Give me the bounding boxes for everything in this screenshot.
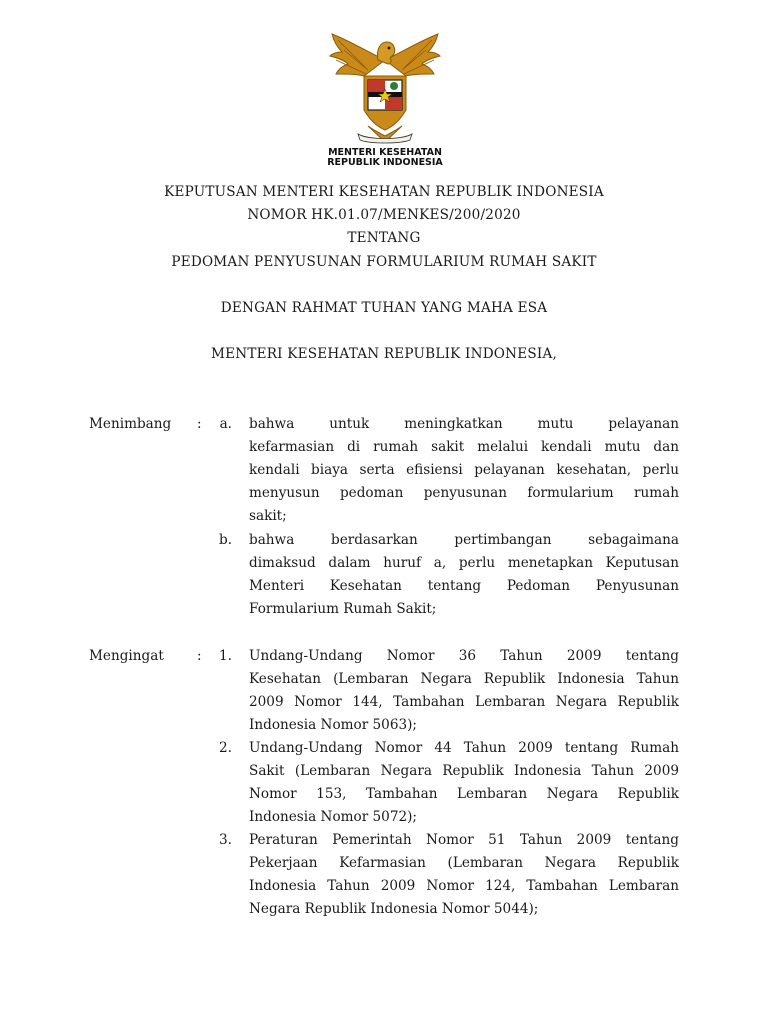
section-colon: :	[197, 416, 202, 432]
item-line: bahwa untuk meningkatkan mutu pelayanan	[249, 416, 679, 432]
section-label-menimbang: Menimbang	[89, 416, 172, 432]
item-marker: b.	[218, 532, 232, 548]
item-line: kendali biaya serta efisiensi pelayanan kesehatan, perlu	[249, 462, 679, 478]
item-line: menyusun pedoman penyusunan formularium rumah	[249, 485, 679, 501]
item-line: Indonesia Nomor 5072);	[249, 809, 418, 825]
item-line: Formularium Rumah Sakit;	[249, 601, 437, 617]
item-line: Indonesia Nomor 5063);	[249, 717, 418, 733]
item-line: bahwa berdasarkan pertimbangan sebagaimana	[249, 532, 679, 548]
item-line: Sakit (Lembaran Negara Republik Indonesia Tahun 2009	[249, 763, 679, 779]
decree-tentang: TENTANG	[347, 230, 421, 246]
item-marker: a.	[219, 416, 232, 432]
section-colon: :	[197, 648, 202, 664]
item-line: sakit;	[249, 508, 287, 524]
blessing-line: DENGAN RAHMAT TUHAN YANG MAHA ESA	[220, 300, 548, 316]
item-line: Nomor 153, Tambahan Lembaran Negara Republik	[249, 786, 679, 802]
item-line: Peraturan Pemerintah Nomor 51 Tahun 2009 tentang	[249, 832, 679, 848]
decree-subject: PEDOMAN PENYUSUNAN FORMULARIUM RUMAH SAKIT	[171, 254, 597, 270]
item-line: dimaksud dalam huruf a, perlu menetapkan Keputusan	[249, 555, 679, 571]
garuda-emblem-icon	[318, 30, 452, 148]
item-line: Menteri Kesehatan tentang Pedoman Penyusunan	[249, 578, 679, 594]
decree-title: KEPUTUSAN MENTERI KESEHATAN REPUBLIK INDONESIA	[164, 184, 604, 200]
item-marker: 3.	[219, 832, 232, 848]
emblem-caption-line: MENTERI KESEHATAN	[328, 147, 442, 158]
item-line: Negara Republik Indonesia Nomor 5044);	[249, 901, 539, 917]
emblem-caption	[290, 148, 480, 168]
item-line: Undang-Undang Nomor 44 Tahun 2009 tentang Rumah	[249, 740, 679, 756]
emblem-caption-line: REPUBLIK INDONESIA	[327, 157, 443, 168]
item-line: Indonesia Tahun 2009 Nomor 124, Tambahan Lembaran	[249, 878, 679, 894]
item-line: Kesehatan (Lembaran Negara Republik Indonesia Tahun	[249, 671, 679, 687]
decree-number: NOMOR HK.01.07/MENKES/200/2020	[247, 207, 521, 223]
section-label-mengingat: Mengingat	[89, 648, 164, 664]
item-line: 2009 Nomor 144, Tambahan Lembaran Negara Republik	[249, 694, 679, 710]
item-marker: 1.	[219, 648, 232, 664]
item-line: Undang-Undang Nomor 36 Tahun 2009 tentang	[249, 648, 679, 664]
item-line: kefarmasian di rumah sakit melalui kendali mutu dan	[249, 439, 679, 455]
item-line: Pekerjaan Kefarmasian (Lembaran Negara Republik	[249, 855, 679, 871]
minister-line: MENTERI KESEHATAN REPUBLIK INDONESIA,	[211, 346, 557, 362]
item-marker: 2.	[219, 740, 232, 756]
